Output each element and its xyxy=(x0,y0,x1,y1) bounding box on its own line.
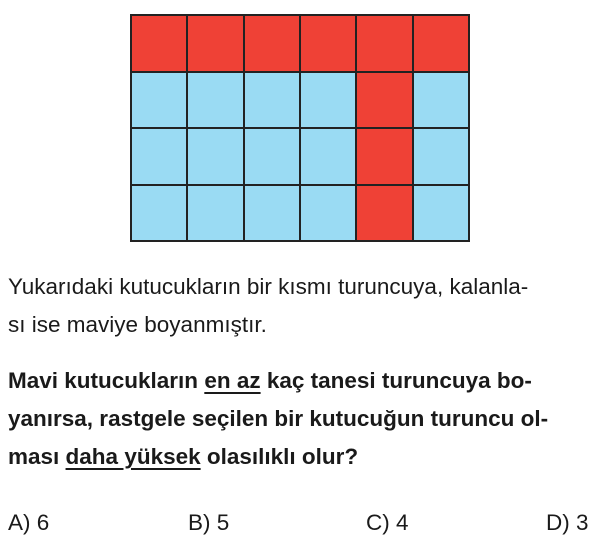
blue-box xyxy=(132,73,186,128)
orange-box xyxy=(357,186,411,241)
blue-box xyxy=(301,129,355,184)
orange-box xyxy=(301,16,355,71)
orange-box xyxy=(245,16,299,71)
blue-box xyxy=(132,129,186,184)
blue-box xyxy=(414,73,468,128)
orange-box xyxy=(357,73,411,128)
blue-box xyxy=(301,186,355,241)
choice-d[interactable]: D) 3 xyxy=(546,510,589,535)
blue-box xyxy=(132,186,186,241)
choice-c[interactable]: C) 4 xyxy=(366,510,409,535)
blue-box xyxy=(245,129,299,184)
blue-box xyxy=(414,186,468,241)
orange-box xyxy=(132,16,186,71)
orange-box xyxy=(357,129,411,184)
blue-box xyxy=(245,186,299,241)
orange-box xyxy=(357,16,411,71)
question-line-3-end: olasılıklı olur? xyxy=(200,444,359,469)
choice-b[interactable]: B) 5 xyxy=(188,510,230,535)
underlined-en-az: en az xyxy=(204,368,261,393)
choice-a[interactable]: A) 6 xyxy=(8,510,50,535)
answer-choices xyxy=(8,510,594,546)
intro-text xyxy=(8,268,594,344)
blue-box xyxy=(188,129,242,184)
question-line-3-start: ması xyxy=(8,444,66,469)
blue-box xyxy=(245,73,299,128)
underlined-daha-yuksek: daha yüksek xyxy=(65,444,201,469)
blue-box xyxy=(301,73,355,128)
question-line-1-start: Mavi kutucukların xyxy=(8,368,205,393)
orange-box xyxy=(414,16,468,71)
orange-box xyxy=(188,16,242,71)
intro-line-1: Yukarıdaki kutucukların bir kısmı turuncuya, kalanla- xyxy=(8,274,529,299)
question-line-2: yanırsa, rastgele seçilen bir kutucuğun turuncu ol- xyxy=(8,406,549,431)
question-text xyxy=(8,362,594,476)
intro-line-2: sı ise maviye boyanmıştır. xyxy=(8,312,267,337)
blue-box xyxy=(188,73,242,128)
blue-box xyxy=(414,129,468,184)
blue-box xyxy=(188,186,242,241)
colored-box-grid xyxy=(130,14,470,242)
question-line-1-end: kaç tanesi turuncuya bo- xyxy=(260,368,532,393)
